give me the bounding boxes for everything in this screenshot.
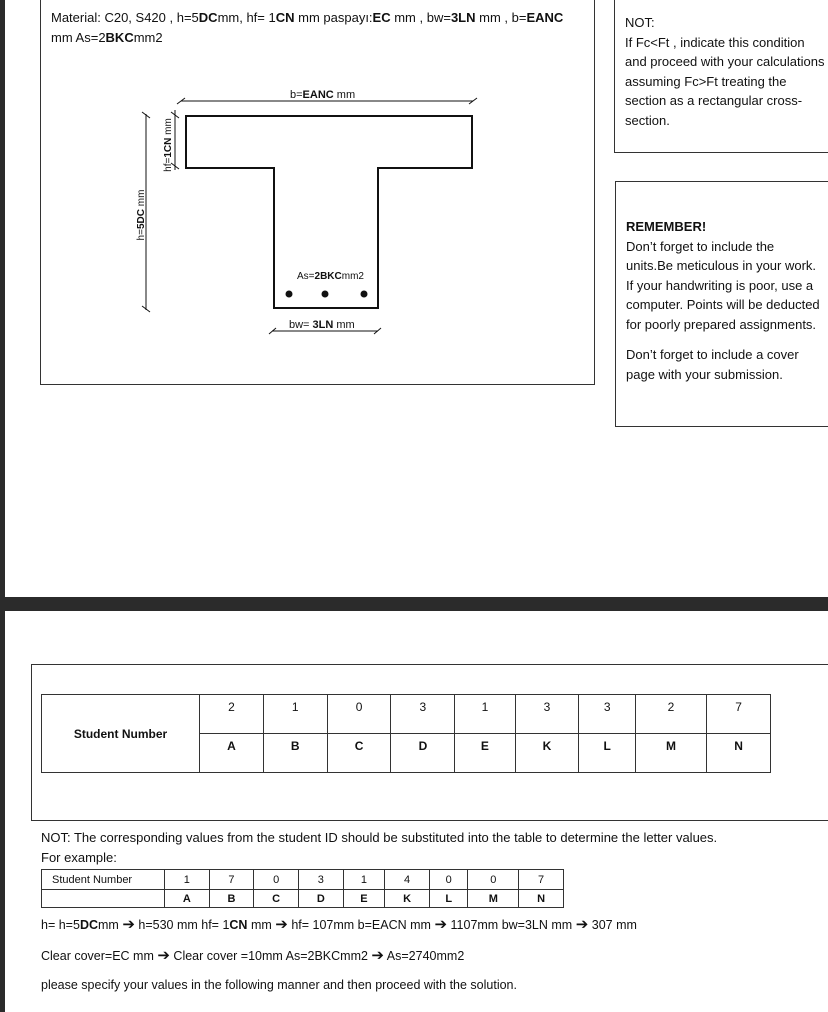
example-digit: 0 [468, 870, 519, 890]
example-header: Student Number [42, 870, 165, 890]
digit-cell: 0 [327, 695, 391, 734]
arrow-icon: ➔ [434, 916, 448, 933]
digit-cell: 2 [200, 695, 264, 734]
h-label: h=5DC mm [136, 189, 147, 241]
example-line-1: h= h=5DCmm ➔ h=530 mm hf= 1CN mm ➔ hf= 107mm b=EACN mm ➔ 1107mm bw=3LN mm ➔ 307 mm [41, 916, 637, 933]
letter-cell: M [635, 734, 706, 773]
digit-cell: 7 [707, 695, 771, 734]
example-digit: 1 [165, 870, 210, 890]
example-digit: 0 [429, 870, 468, 890]
letter-cell: A [200, 734, 264, 773]
letter-cell: N [707, 734, 771, 773]
example-digit: 4 [385, 870, 430, 890]
letter-cell: D [391, 734, 455, 773]
remember-body: Don’t forget to include the units.Be meticulous in your work. If your handwriting is poor, use a computer. Points will be deducted for poorly prepared assignments. [626, 238, 820, 332]
rebar-left [286, 291, 293, 298]
arrow-icon: ➔ [275, 916, 288, 933]
instruction-line: please specify your values in the following manner and then proceed with the solution. [41, 978, 517, 992]
example-letter: B [209, 890, 254, 908]
rebar-middle [322, 291, 329, 298]
example-letter: D [298, 890, 343, 908]
remember-body-2: Don’t forget to include a cover page with your submission. [626, 347, 799, 382]
letter-cell: K [515, 734, 579, 773]
as-label: As=2BKCmm2 [297, 271, 364, 282]
digit-cell: 3 [579, 695, 636, 734]
note-text [625, 13, 825, 130]
digit-cell: 1 [455, 695, 515, 734]
example-line-2: Clear cover=EC mm ➔ Clear cover =10mm As=2BKCmm2 ➔ As=2740mm2 [41, 947, 465, 964]
arrow-icon: ➔ [575, 916, 589, 933]
example-digit: 7 [519, 870, 564, 890]
example-letter-row [42, 890, 564, 908]
letter-cell: L [579, 734, 636, 773]
digit-cell: 3 [391, 695, 455, 734]
letter-cell: E [455, 734, 515, 773]
hf-label: hf=1CN mm [163, 118, 174, 172]
example-letter: C [254, 890, 299, 908]
example-letter: M [468, 890, 519, 908]
digit-cell: 1 [263, 695, 327, 734]
example-digit: 7 [209, 870, 254, 890]
example-letter: L [429, 890, 468, 908]
bw-label: bw= 3LN mm [289, 319, 355, 331]
example-digit: 3 [298, 870, 343, 890]
digit-cell: 2 [635, 695, 706, 734]
remember-title: REMEMBER! [626, 219, 707, 234]
arrow-icon: ➔ [157, 947, 170, 964]
for-example-label: For example: [41, 849, 117, 865]
note-title: NOT: [625, 15, 655, 30]
material-text: Material: C20, S420 , h=5DCmm, hf= 1CN mm paspayı:EC mm , bw=3LN mm , b=EANC mm As=2BKCmm2 [51, 10, 564, 45]
example-digit: 0 [254, 870, 299, 890]
note-body: If Fc<Ft , indicate this condition and proceed with your calculations assuming Fc>Ft treating the section as a rectangular cross-section. [625, 34, 825, 128]
t-section-diagram [5, 0, 605, 390]
student-number-table [41, 694, 771, 773]
digit-cell: 3 [515, 695, 579, 734]
arrow-icon: ➔ [122, 916, 135, 933]
example-digit: 1 [343, 870, 385, 890]
student-number-header: Student Number [42, 695, 200, 773]
document-page-1 [5, 0, 828, 597]
arrow-icon: ➔ [371, 947, 384, 964]
digit-row [42, 695, 771, 734]
example-letter: A [165, 890, 210, 908]
rebar-right [361, 291, 368, 298]
letter-cell: C [327, 734, 391, 773]
example-letter: K [385, 890, 430, 908]
example-letter: N [519, 890, 564, 908]
document-page-2 [5, 611, 828, 1012]
example-letter: E [343, 890, 385, 908]
example-digit-row [42, 870, 564, 890]
b-label: b=EANC mm [290, 89, 356, 101]
substitution-note: NOT: The corresponding values from the student ID should be substituted into the table to determine the letter values. For example: [41, 828, 826, 867]
remember-text [626, 217, 822, 384]
letter-cell: B [263, 734, 327, 773]
example-table [41, 869, 564, 908]
